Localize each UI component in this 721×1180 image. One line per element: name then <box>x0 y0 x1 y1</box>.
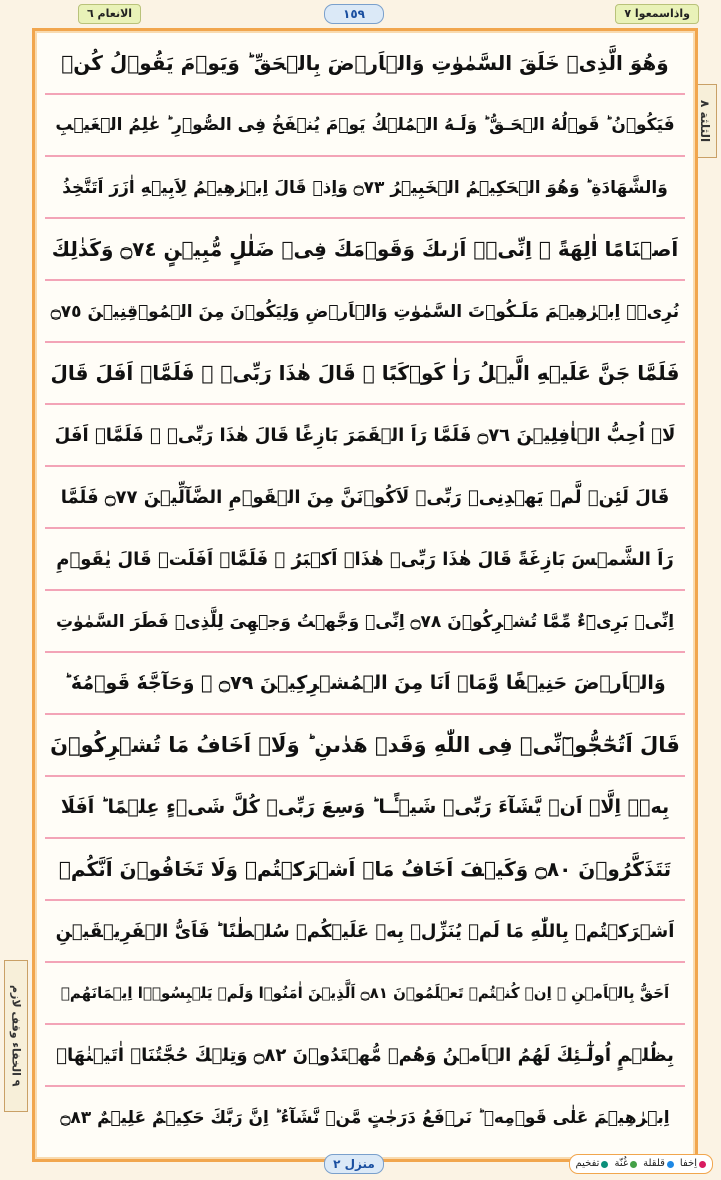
text-line <box>45 839 685 901</box>
text-line <box>45 591 685 653</box>
line-text: بِهٖۤ اِلَّاۤ اَنۡ يَّشَآءَ رَبِّىۡ شَيۡـًٔـا ؕ وَسِعَ رَبِّىۡ كُلَّ شَىۡءٍ عِلۡمًا ؕ اَفَلَا <box>60 796 670 818</box>
page-header <box>0 4 721 26</box>
text-line <box>45 281 685 343</box>
line-text: قَالَ لَئِنۡ لَّمۡ يَهۡدِنِىۡ رَبِّىۡ لَاَكُوۡنَنَّ مِنَ الۡقَوۡمِ الضَّآلِّيۡنَ ۝٧٧ فَلَمَّا <box>60 486 670 508</box>
legend-dot-icon <box>667 1161 674 1168</box>
surah-name-tag: الانعام ٦ <box>78 4 141 24</box>
line-text: اَشۡرَكۡتُمۡ بِاللّٰهِ مَا لَمۡ يُنَزِّلۡ بِهٖ عَلَيۡكُمۡ سُلۡطٰنًا ؕ فَاَىُّ الۡفَرِيۡقَيۡنِ <box>55 920 675 942</box>
waqf-note: ٩ الخفاء وقف لازم <box>4 960 28 1112</box>
text-line <box>45 1025 685 1087</box>
juz-name-tag: واذاسمعوا ٧ <box>615 4 699 24</box>
text-line <box>45 219 685 281</box>
text-line <box>45 467 685 529</box>
text-line <box>45 405 685 467</box>
text-line <box>45 653 685 715</box>
line-text: لَاۤ اُحِبُّ الۡاٰفِلِيۡنَ ۝٧٦ فَلَمَّا رَاَ الۡقَمَرَ بَازِغًا قَالَ هٰذَا رَبِّىۡ ۚ فَلَمَّاۤ اَفَلَ <box>54 424 676 446</box>
text-line <box>45 901 685 963</box>
line-text: اِبۡرٰهِيۡمَ عَلٰى قَوۡمِهٖ ؕ نَرۡفَعُ دَرَجٰتٍ مَّنۡ نَّشَآءُ ؕ اِنَّ رَبَّكَ حَكِيۡمٌ عَلِيۡمٌ ۝٨٣ <box>60 1107 670 1128</box>
line-text: وَالشَّهَادَةِ ؕ وَهُوَ الۡحَكِيۡمُ الۡخَبِيۡرُ ۝٧٣ وَاِذۡ قَالَ اِبۡرٰهِيۡمُ لِاَبِيۡهِ اٰزَرَ اَتَتَّخِذُ <box>62 177 668 198</box>
text-line <box>45 715 685 777</box>
line-text: نُرِىۡۤ اِبۡرٰهِيۡمَ مَلَـكُوۡتَ السَّمٰوٰتِ وَالۡاَرۡضِ وَلِيَكُوۡنَ مِنَ الۡمُوۡقِنِيۡنَ ۝٧٥ <box>50 301 680 322</box>
legend-item <box>680 1155 706 1173</box>
line-text: اَحَقُّ بِالۡاَمۡنِ ۚ اِنۡ كُنۡتُمۡ تَعۡلَمُوۡنَ ۝٨١ اَلَّذِيۡنَ اٰمَنُوۡا وَلَمۡ يَلۡبِسُوۡۤا اِيۡمَانَهُمۡ <box>60 984 670 1002</box>
text-line <box>45 95 685 157</box>
line-text: اَصۡنَامًا اٰلِهَةً ۚ اِنِّىۡۤ اَرٰٮكَ وَقَوۡمَكَ فِىۡ ضَلٰلٍ مُّبِيۡنٍ ۝٧٤ وَكَذٰلِكَ <box>51 237 679 261</box>
line-text: تَتَذَكَّرُوۡنَ ۝٨٠ وَكَيۡفَ اَخَافُ مَاۤ اَشۡرَكۡتُمۡ وَلَا تَخَافُوۡنَ اَنَّكُمۡ <box>58 857 672 881</box>
legend-dot-icon <box>601 1161 608 1168</box>
line-text: قَالَ اَتُحٰٓجُّوۡٓنِّىۡ فِى اللّٰهِ وَقَدۡ هَدٰٮنِ ؕ وَلَاۤ اَخَافُ مَا تُشۡرِكُوۡنَ <box>50 733 680 757</box>
legend-dot-icon <box>699 1161 706 1168</box>
page-footer <box>0 1154 721 1176</box>
manzil-label: منزل ٢ <box>324 1154 384 1174</box>
text-line <box>45 33 685 95</box>
line-text: وَهُوَ الَّذِىۡ خَلَقَ السَّمٰوٰتِ وَالۡاَرۡضَ بِالۡحَقِّ ؕ وَيَوۡمَ يَقُوۡلُ كُنۡ <box>61 51 669 75</box>
rub-marker-note: الثلثة ٨ <box>693 84 717 158</box>
text-line <box>45 777 685 839</box>
legend-label: قلقلة <box>643 1158 665 1169</box>
text-line <box>45 343 685 405</box>
line-text: فَيَكُوۡنُ ؕ قَوۡلُهُ الۡحَـقُّ ؕ وَلَـهُ الۡمُلۡكُ يَوۡمَ يُنۡفَخُ فِى الصُّوۡرِ ؕ عٰلِمُ الۡغَيۡبِ <box>55 115 675 135</box>
text-line <box>45 963 685 1025</box>
tajweed-legend <box>569 1154 714 1174</box>
page-number: ١٥٩ <box>324 4 384 24</box>
line-text: وَالۡاَرۡضَ حَنِيۡفًا وَّمَاۤ اَنَا مِنَ الۡمُشۡرِكِيۡنَ ۝٧٩ ۚ وَحَآجَّهٗ قَوۡمُهٗ ؕ <box>64 672 666 694</box>
legend-label: اِخفا <box>679 1158 697 1169</box>
line-text: اِنِّىۡ بَرِىۡٓءٌ مِّمَّا تُشۡرِكُوۡنَ ۝٧٨ اِنِّىۡ وَجَّهۡتُ وَجۡهِىَ لِلَّذِىۡ فَطَرَ السَّمٰوٰتِ <box>55 611 675 632</box>
text-line <box>45 157 685 219</box>
line-text: فَلَمَّا جَنَّ عَلَيۡهِ الَّيۡلُ رَاٰ كَوۡكَبًا ۚ قَالَ هٰذَا رَبِّىۡ ۚ فَلَمَّاۤ اَفَلَ قَالَ <box>50 361 680 385</box>
legend-item <box>614 1155 637 1173</box>
text-line <box>45 1087 685 1147</box>
legend-label: غُنّة <box>614 1158 629 1169</box>
legend-label: تفخيم <box>575 1158 600 1169</box>
legend-item <box>576 1155 609 1173</box>
line-text: رَاَ الشَّمۡسَ بَازِغَةً قَالَ هٰذَا رَبِّىۡ هٰذَاۤ اَكۡبَرُ ۚ فَلَمَّاۤ اَفَلَتۡ قَالَ يٰقَوۡمِ <box>56 548 674 570</box>
legend-item <box>643 1155 674 1173</box>
line-text: بِظُلۡمٍ اُولٰٓـئِكَ لَهُمُ الۡاَمۡنُ وَهُمۡ مُّهۡتَدُوۡنَ ۝٨٢ وَتِلۡكَ حُجَّتُنَاۤ اٰتَيۡنٰهَاۤ <box>56 1044 674 1066</box>
legend-dot-icon <box>630 1161 637 1168</box>
text-line <box>45 529 685 591</box>
text-frame <box>32 28 698 1162</box>
